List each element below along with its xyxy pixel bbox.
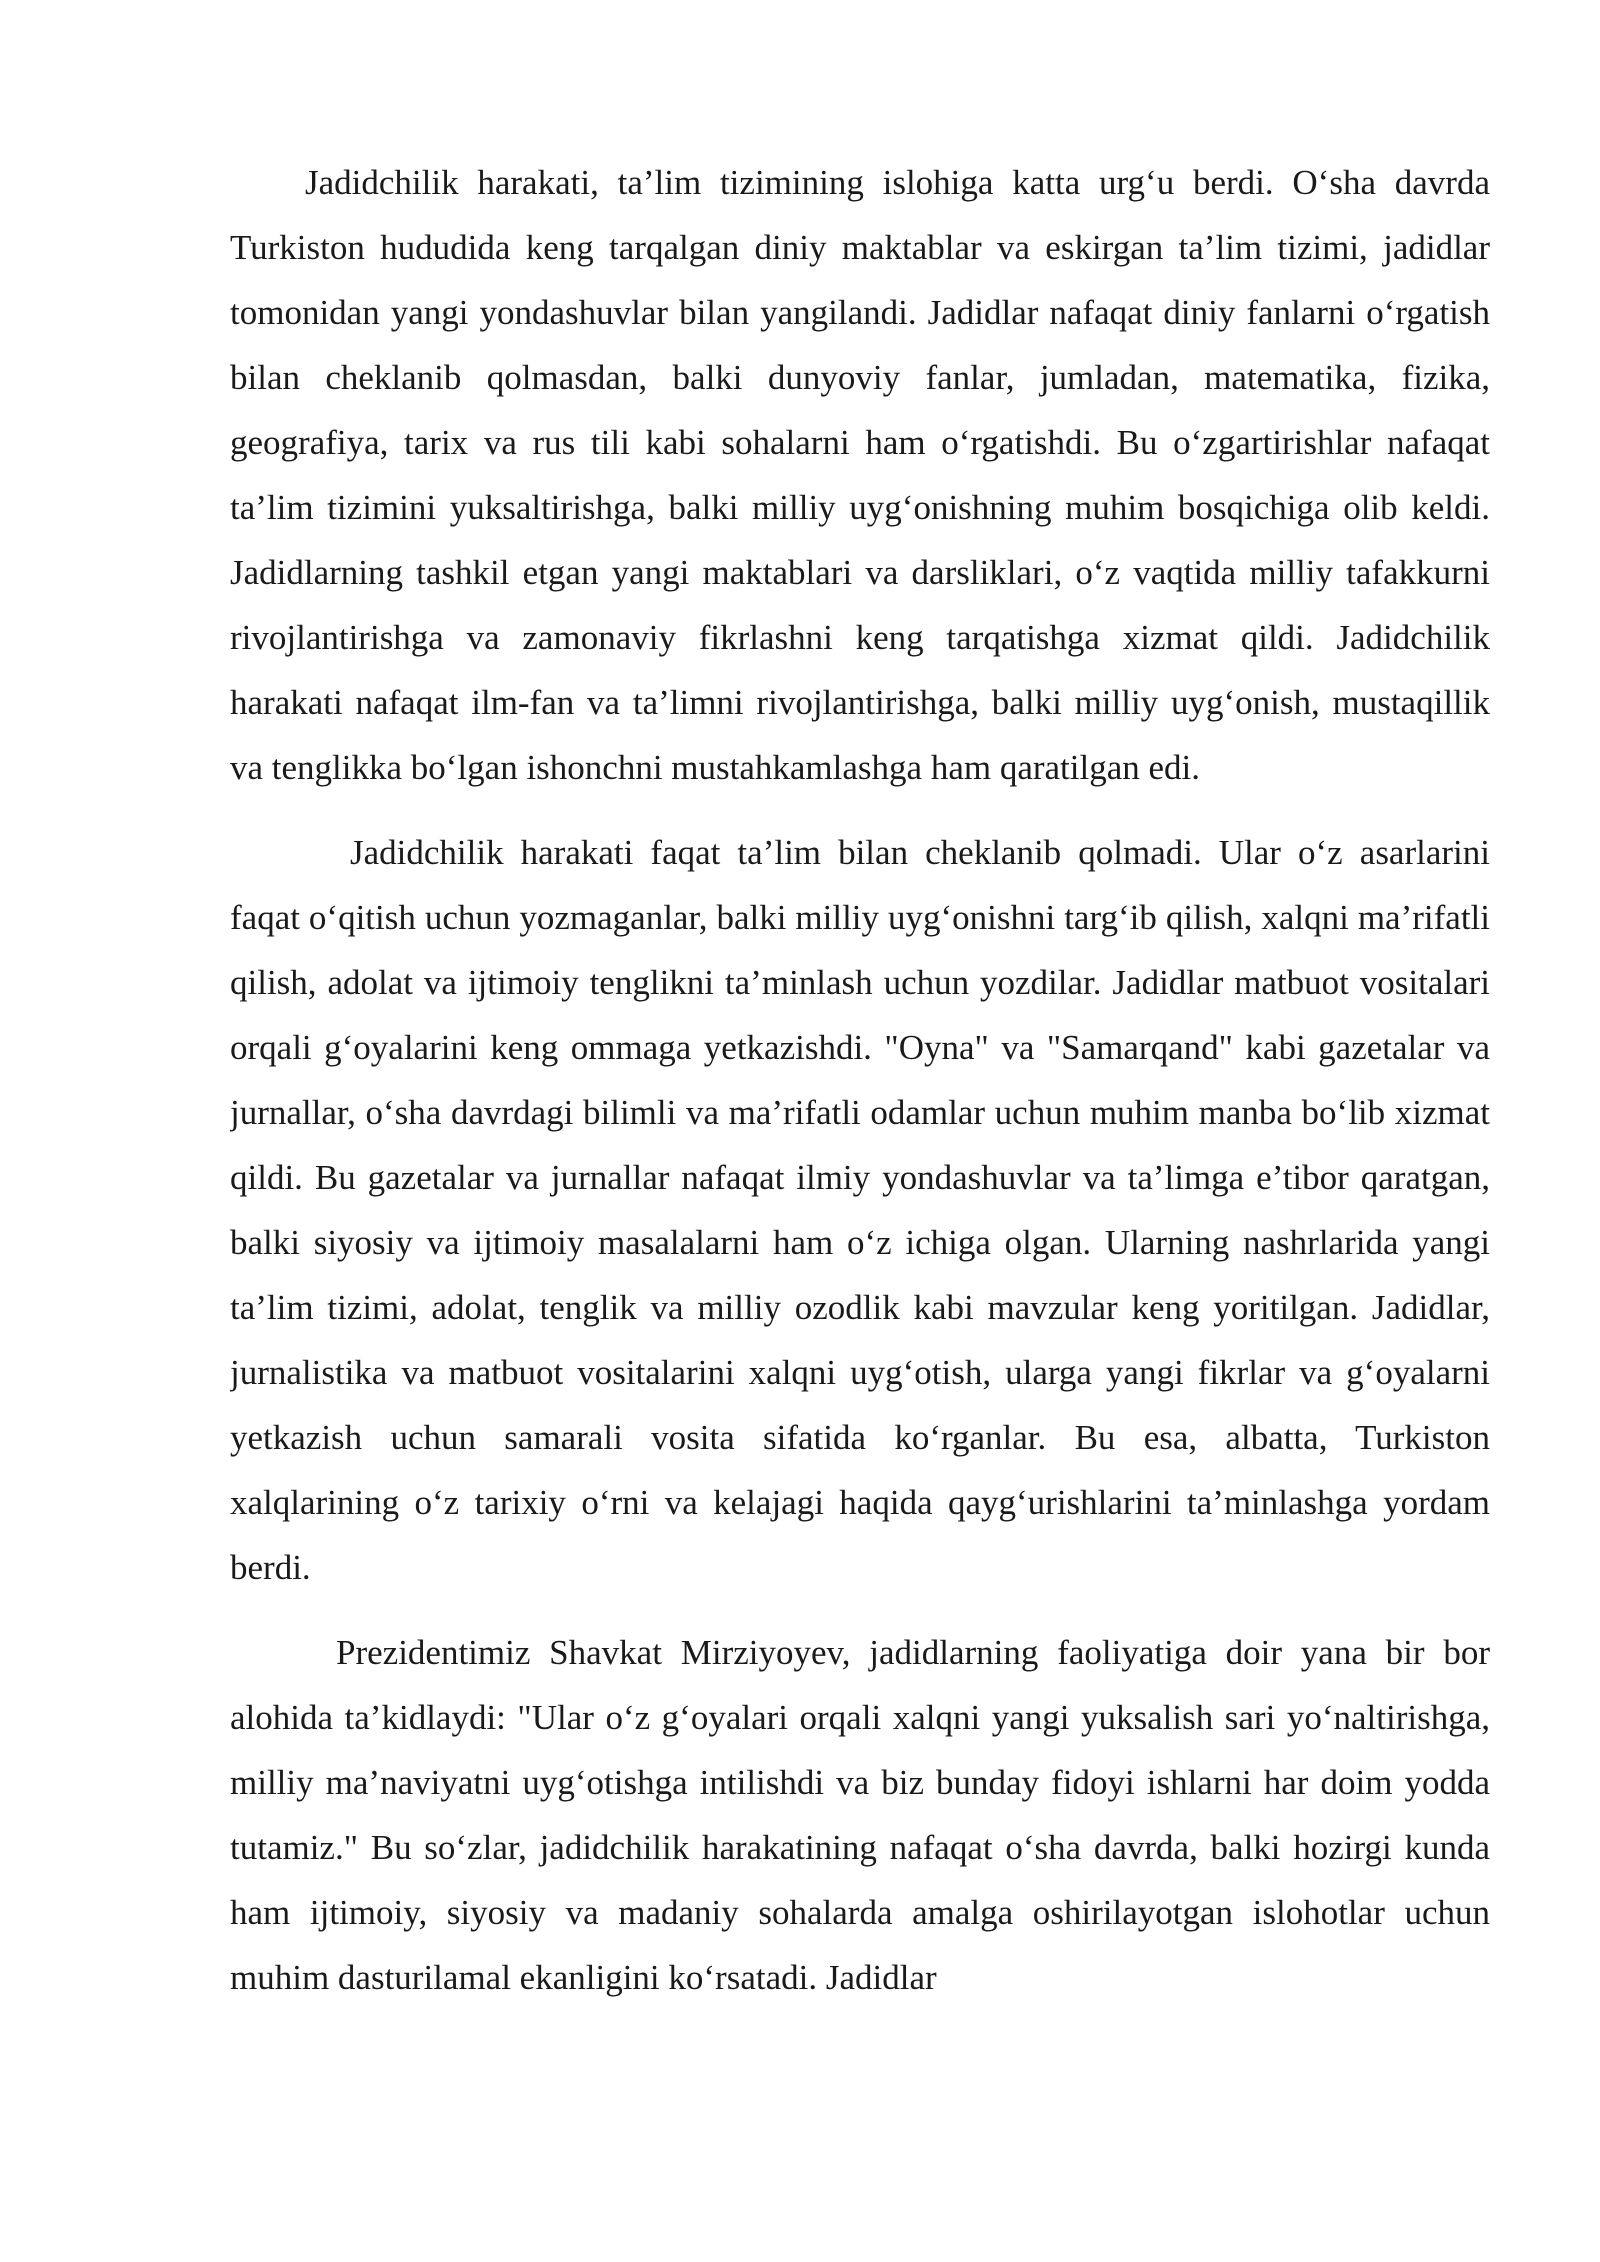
paragraph-president-quote: Prezidentimiz Shavkat Mirziyoyev, jadidlarning faoliyatiga doir yana bir bor alohida ta’kidlaydi: "Ular o‘z g‘oyalari orqali xalqni yangi yuksalish sari yo‘naltirishga, milliy ma’naviyatni uyg‘otishga intilishdi va biz bunday fidoyi ishlarni har doim yodda tutamiz." Bu so‘zlar, jadidchilik harakatining nafaqat o‘sha davrda, balki hozirgi kunda ham ijtimoiy, siyosiy va madaniy sohalarda amalga oshirilayotgan islohotlar uchun muhim dasturilamal ekanligini ko‘rsatadi. Jadidlar bbox=[230, 1633, 1490, 1997]
paragraph-press-and-journals: Jadidchilik harakati faqat ta’lim bilan cheklanib qolmadi. Ular o‘z asarlarini faqat o‘qitish uchun yozmaganlar, balki milliy uyg‘onishni targ‘ib qilish, xalqni ma’rifatli qilish, adolat va ijtimoiy tenglikni ta’minlash uchun yozdilar. Jadidlar matbuot vositalari orqali g‘oyalarini keng ommaga yetkazishdi. "Oyna" va "Samarqand" kabi gazetalar va jurnallar, o‘sha davrdagi bilimli va ma’rifatli odamlar uchun muhim manba bo‘lib xizmat qildi. Bu gazetalar va jurnallar nafaqat ilmiy yondashuvlar va ta’limga e’tibor qaratgan, balki siyosiy va ijtimoiy masalalarni ham o‘z ichiga olgan. Ularning nashrlarida yangi ta’lim tizimi, adolat, tenglik va milliy ozodlik kabi mavzular keng yoritilgan. Jadidlar, jurnalistika va matbuot vositalarini xalqni uyg‘otish, ularga yangi fikrlar va g‘oyalarni yetkazish uchun samarali vosita sifatida ko‘rganlar. Bu esa, albatta, Turkiston xalqlarining o‘z tarixiy o‘rni va kelajagi haqida qayg‘urishlarini ta’minlashga yordam berdi. bbox=[230, 833, 1490, 1587]
paragraph-education-reform: Jadidchilik harakati, ta’lim tizimining islohiga katta urg‘u berdi. O‘sha davrda Turkiston hududida keng tarqalgan diniy maktablar va eskirgan ta’lim tizimi, jadidlar tomonidan yangi yondashuvlar bilan yangilandi. Jadidlar nafaqat diniy fanlarni o‘rgatish bilan cheklanib qolmasdan, balki dunyoviy fanlar, jumladan, matematika, fizika, geografiya, tarix va rus tili kabi sohalarni ham o‘rgatishdi. Bu o‘zgartirishlar nafaqat ta’lim tizimini yuksaltirishga, balki milliy uyg‘onishning muhim bosqichiga olib keldi. Jadidlarning tashkil etgan yangi maktablari va darsliklari, o‘z vaqtida milliy tafakkurni rivojlantirishga va zamonaviy fikrlashni keng tarqatishga xizmat qildi. Jadidchilik harakati nafaqat ilm-fan va ta’limni rivojlantirishga, balki milliy uyg‘onish, mustaqillik va tenglikka bo‘lgan ishonchni mustahkamlashga ham qaratilgan edi. bbox=[230, 163, 1490, 787]
document-page bbox=[230, 150, 1490, 2230]
